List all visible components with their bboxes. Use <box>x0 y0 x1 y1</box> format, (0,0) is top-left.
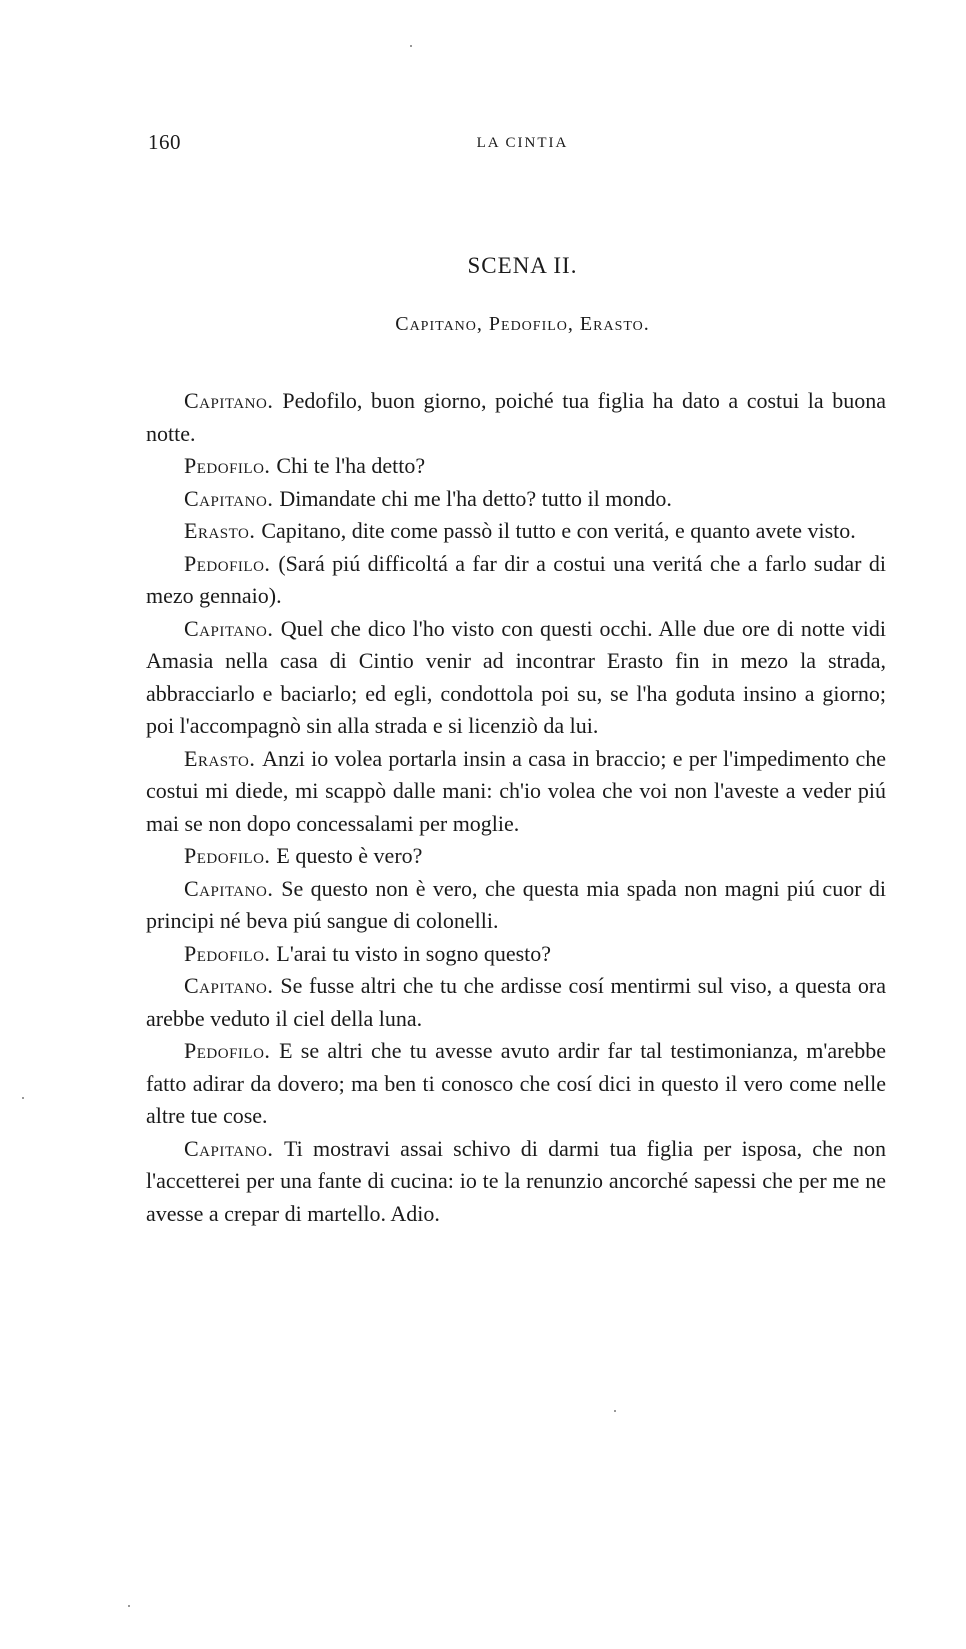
speaker-name: Pedofilo . <box>184 1038 279 1063</box>
speech-paragraph <box>146 515 886 548</box>
scene-title: SCENA II. <box>467 253 578 278</box>
speech-paragraph <box>146 450 886 483</box>
speech-paragraph <box>146 1133 886 1231</box>
dialogue-body <box>146 385 886 1230</box>
speech-text: E questo è vero? <box>276 843 423 868</box>
speaker-name: Erasto . <box>184 746 262 771</box>
speaker-name: Capitano . <box>184 1136 284 1161</box>
running-title: LA CINTIA <box>476 135 569 151</box>
speech-text: Se fusse altri che tu che ardisse cosí mentirmi sul viso, a questa ora arebbe veduto il ciel della luna. <box>146 973 886 1031</box>
scene-characters: Capitano, Pedofilo, Erasto. <box>395 313 650 335</box>
speaker-name: Pedofilo . <box>184 843 276 868</box>
speaker-name: Pedofilo . <box>184 551 278 576</box>
speaker-name: Capitano . <box>184 388 282 413</box>
speaker-name: Capitano . <box>184 616 281 641</box>
speech-paragraph <box>146 840 886 873</box>
speech-paragraph <box>146 970 886 1035</box>
speech-text: Dimandate chi me l'ha detto? tutto il mondo. <box>279 485 672 511</box>
speech-text: E se altri che tu avesse avuto ardir far tal testimonianza, m'arebbe fatto adirar da dovero; ma ben ti conosco che cosí dici in questo il vero come nelle altre tue cose. <box>146 1038 887 1128</box>
speech-text: Chi te l'ha detto? <box>276 453 426 478</box>
speaker-name: Capitano . <box>184 876 281 901</box>
page-number: 160 <box>148 130 181 154</box>
speech-text: Ti mostravi assai schivo di darmi tua figlia per isposa, che non l'accetterei per una fante di cucina: io te la renunzio ancorché sapessi che per me ne avesse a crepar di martello. Adio. <box>146 1135 887 1226</box>
speech-text: (Sará piú difficoltá a far dir a costui una veritá che a farlo sudar di mezo gennaio). <box>146 550 886 608</box>
speech-text: Capitano, dite come passò il tutto e con veritá, e quanto avete visto. <box>261 518 856 543</box>
speech-paragraph <box>146 1035 886 1133</box>
speech-paragraph <box>146 613 886 743</box>
speaker-name: Pedofilo . <box>184 453 276 478</box>
speaker-name: Capitano . <box>184 486 279 511</box>
speech-text: Pedofilo, buon giorno, poiché tua figlia ha dato a costui la buona notte. <box>146 388 886 446</box>
speaker-name: Capitano . <box>184 973 280 998</box>
scan-speck <box>614 1410 616 1412</box>
speaker-name: Erasto . <box>184 518 261 543</box>
scan-speck <box>410 45 412 47</box>
scan-speck <box>22 1097 24 1099</box>
scan-speck <box>128 1605 130 1607</box>
speech-text: L'arai tu visto in sogno questo? <box>276 940 552 966</box>
speaker-name: Pedofilo . <box>184 941 276 966</box>
speech-paragraph <box>146 385 886 450</box>
speech-paragraph <box>146 483 886 516</box>
speech-text: Quel che dico l'ho visto con questi occhi. Alle due ore di notte vidi Amasia nella casa di Cintio venir ad incontrar Erasto fin in mezo la strada, abbracciarlo e baciarlo; ed egli, condottola poi su, se l'ha goduta insino a giorno; poi l'accompagnò sin alla strada e si licenziò da lui. <box>146 615 886 738</box>
speech-text: Se questo non è vero, che questa mia spada non magni piú cuor di principi né beva piú sangue di colonelli. <box>146 875 887 933</box>
speech-paragraph <box>146 938 886 971</box>
speech-text: Anzi io volea portarla insin a casa in braccio; e per l'impedimento che costui mi diede, mi scappò dalle mani: ch'io volea che voi non l'aveste a veder piú mai se non dopo concessalami per moglie. <box>146 745 887 836</box>
speech-paragraph <box>146 548 886 613</box>
speech-paragraph <box>146 873 886 938</box>
speech-paragraph <box>146 743 886 841</box>
